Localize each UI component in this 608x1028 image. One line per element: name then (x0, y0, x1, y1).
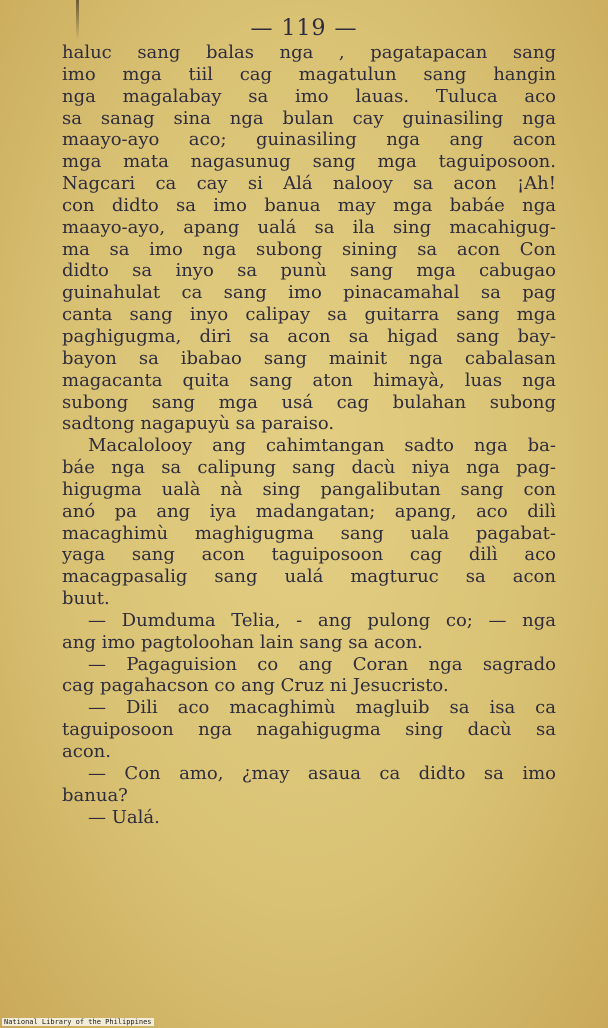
text-line: canta sang inyo calipay sa guitarra sang mga (62, 304, 556, 326)
text-line: anó pa ang iya madangatan; apang, aco dilì (62, 500, 556, 522)
text-line: banua? (62, 784, 128, 806)
text-line: macagpasalig sang ualá magturuc sa acon (62, 566, 556, 588)
text-line: con didto sa imo banua may mga babáe nga (62, 194, 556, 216)
page-number: — 119 — (250, 16, 358, 41)
text-line: yaga sang acon taguiposoon cag dilì aco (62, 544, 556, 566)
text-line: haluc sang balas nga , pagatapacan sang (62, 42, 556, 63)
text-line: acon. (62, 741, 111, 762)
text-line: imo mga tiil cag magatulun sang hangin (62, 63, 556, 85)
text-line: ang imo pagtoloohan lain sang sa acon. (62, 631, 423, 653)
text-line: ma sa imo nga subong sining sa acon Con (62, 238, 556, 260)
text-line: buut. (62, 588, 110, 610)
text-line: taguiposoon nga nagahigugma sing dacù sa (62, 719, 556, 741)
text-line: subong sang mga usá cag bulahan subong (62, 391, 556, 413)
text-line: sa sanag sina nga bulan cay guinasiling nga (62, 107, 556, 129)
text-line: bayon sa ibabao sang mainit nga cabalasan (62, 347, 556, 369)
text-line: guinahulat ca sang imo pinacamahal sa pag (62, 282, 556, 304)
text-line: paghigugma, diri sa acon sa higad sang bay- (62, 325, 556, 347)
text-line: sadtong nagapuyù sa paraiso. (62, 413, 335, 435)
text-line: — Con amo, ¿may asaua ca didto sa imo (88, 762, 556, 784)
text-line: — Dumduma Telia, - ang pulong co; — nga (88, 609, 556, 631)
text-line: — Pagaguision co ang Coran nga sagrado (88, 653, 556, 675)
text-line: báe nga sa calipung sang dacù niya nga pag- (62, 457, 556, 479)
library-credit: National Library of the Philippines (4, 1018, 152, 1026)
text-line: — Ualá. (88, 806, 160, 828)
text-line: magacanta quita sang aton himayà, luas nga (62, 369, 556, 391)
text-line: maayo-ayo aco; guinasiling nga ang acon (62, 129, 556, 151)
body-text (62, 42, 556, 828)
text-line: — Dili aco macaghimù magluib sa isa ca (88, 697, 556, 719)
text-line: nga magalabay sa imo lauas. Tuluca aco (62, 85, 556, 107)
text-line: maayo-ayo, apang ualá sa ila sing macahigug- (62, 216, 556, 238)
text-line: didto sa inyo sa punù sang mga cabugao (62, 260, 556, 282)
text-line: Macalolooy ang cahimtangan sadto nga ba- (88, 435, 556, 457)
text-line: macaghimù maghigugma sang uala pagabat- (62, 522, 556, 544)
text-line: cag pagahacson co ang Cruz ni Jesucristo. (62, 675, 449, 697)
text-line: mga mata nagasunug sang mga taguiposoon. (62, 151, 556, 173)
text-line: Nagcari ca cay si Alá nalooy sa acon ¡Ah! (62, 173, 556, 195)
text-line: higugma ualà nà sing pangalibutan sang con (62, 478, 556, 500)
